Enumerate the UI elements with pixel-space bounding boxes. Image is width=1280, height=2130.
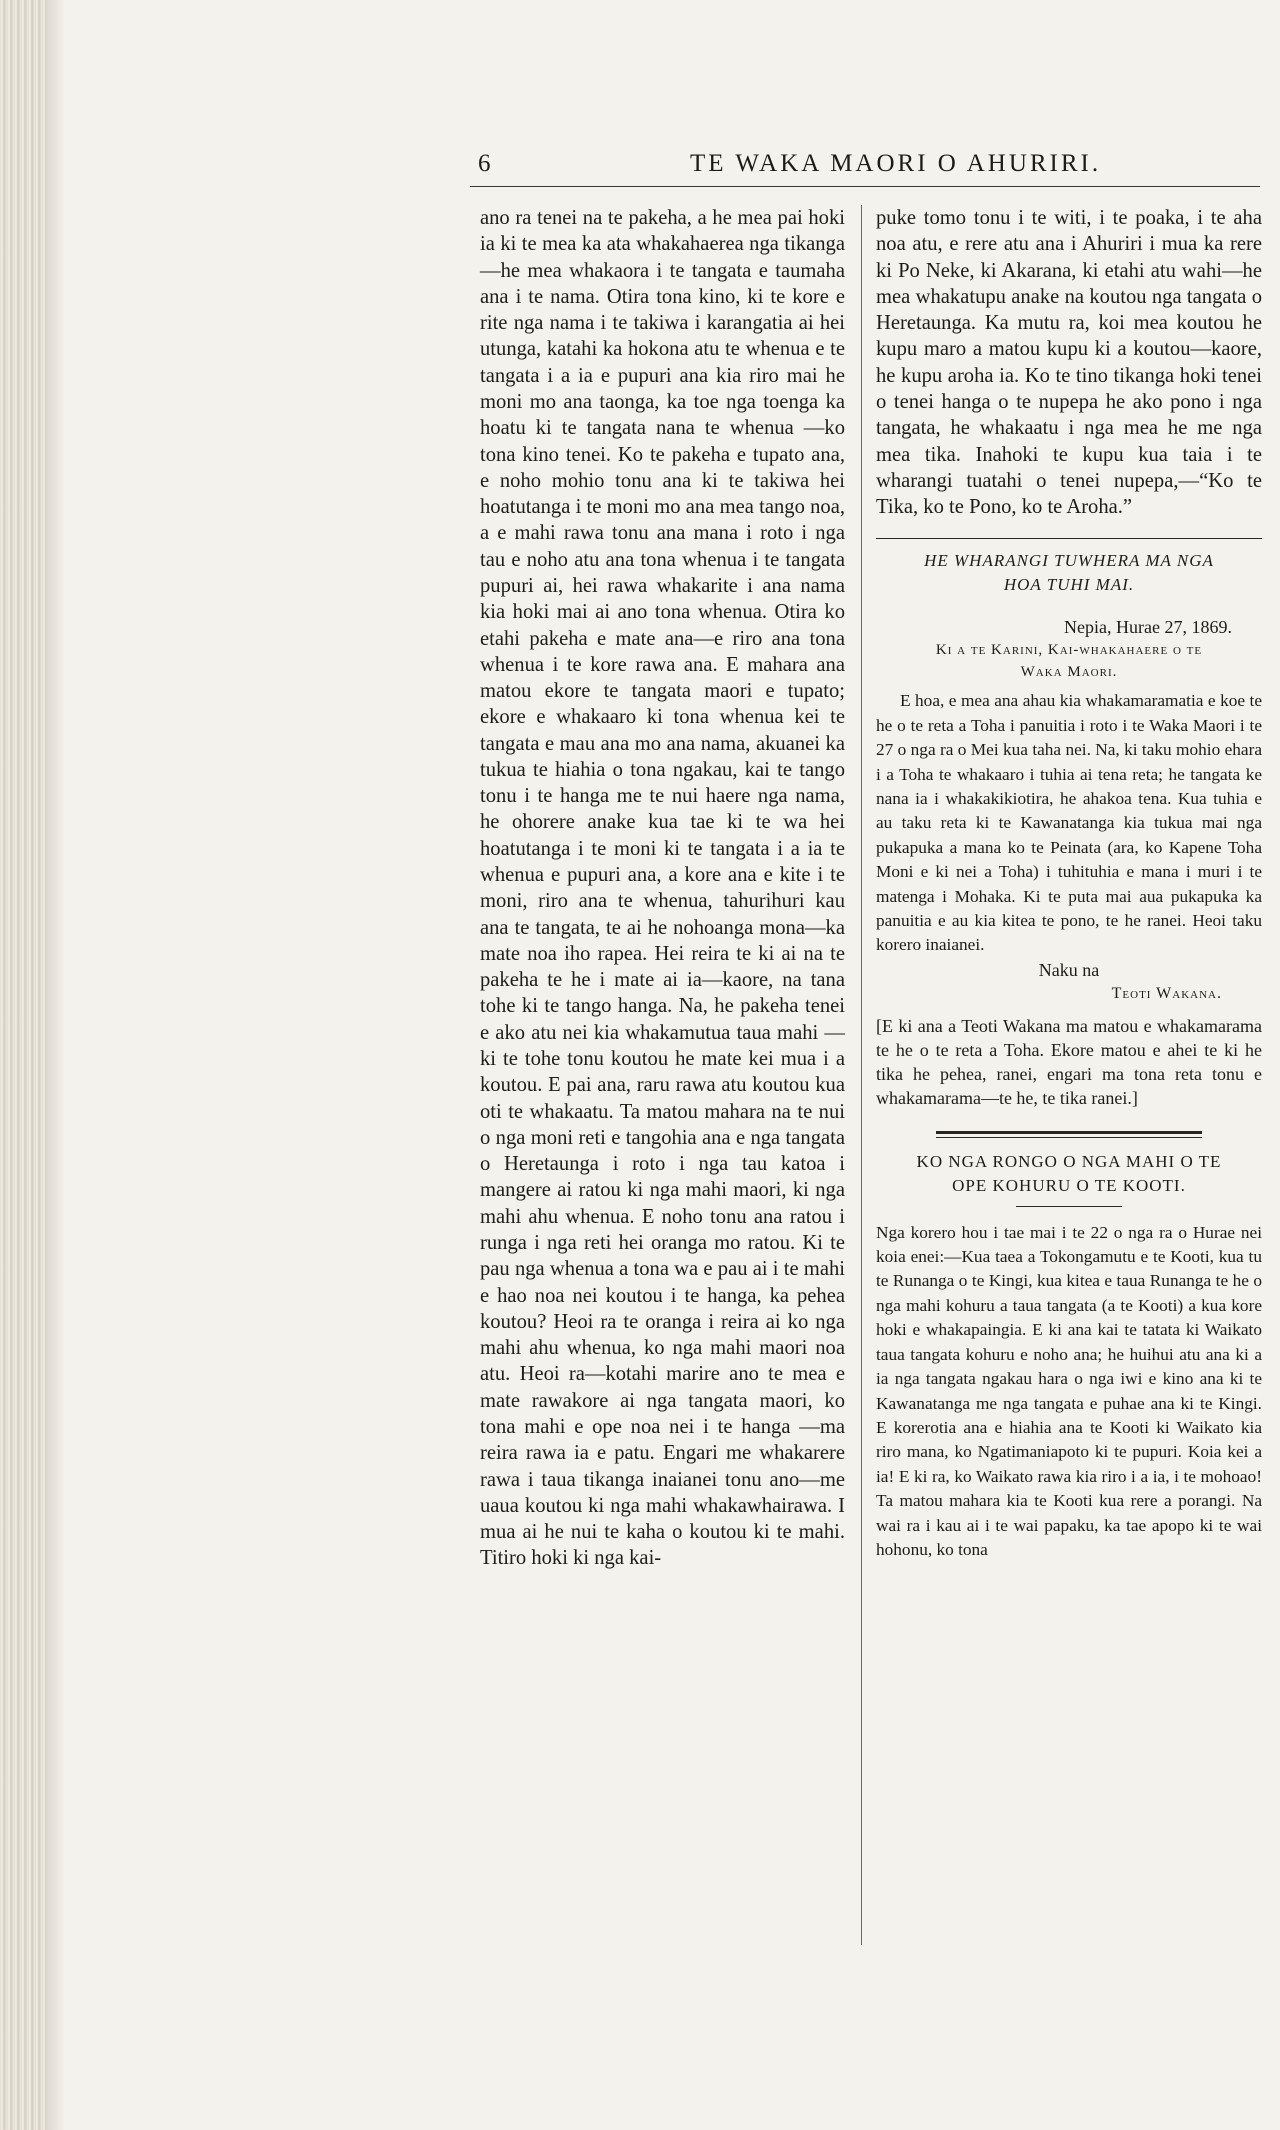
letter-dateline: Nepia, Hurae 27, 1869.	[1064, 617, 1232, 638]
letter-salutation	[876, 639, 1262, 683]
correspondence-section	[876, 549, 1262, 1110]
binding-shadow	[46, 0, 66, 2130]
running-title: TE WAKA MAORI O AHURIRI.	[690, 150, 1102, 177]
correspondence-heading	[876, 549, 1262, 597]
page-binding-edge	[0, 0, 46, 2130]
header-rule	[470, 186, 1260, 187]
correspondence-heading-line1: HE WHARANGI TUWHERA MA NGA	[924, 551, 1214, 571]
letter-body: E hoa, e mea ana ahau kia whakamaramatia e koe te he o te reta a Toha i panuitia i roto i te Waka Maori i te 27 o nga ra o Mei kua taha nei. Na, ki taku mohio ehara i a Toha te whakaaro i tuhia ai tena reta; he tangata ke nana ia i whakakikiotira, he ahakoa tena. Kua tuhia e au taku reta ki te Kawanatanga kia tukua mai nga pukapuka a mana ko te Peinata (ara, ko Kapene Toha Moni e ki nei a Toha) i tuhituhia e mana i muri i te matenga i Mohaka. Ki te puta mai aua pukapuka ka panuitia e au kia kitea te pono, te he ranei. Heoi taku korero inaianei.	[876, 691, 1262, 955]
editorial-text: ano ra tenei na te pakeha, a he mea pai hoki ia ki te mea ka ata whakahaerea nga tikanga—he mea whakaora i te tangata e taumaha ana i te nama. Otira tona kino, ki te kore e rite nga nama i te takiwa i karangatia ai hei utunga, katahi ka hokona atu te whenua e te tangata i a ia e pupuri ana kia riro mai he moni mo ana taonga, ka toe nga toenga ka hoatu ki te tangata nana te whenua —ko tona kino tenei. Ko te pakeha e tupato ana, e noho mohio tonu ana ki te takiwa hei hoatutanga i te moni mo ana mea tango noa, a e mahi rawa tonu ana mana i roto i nga tau e noho atu ana tona whenua i te tangata pupuri ai, hei rawa whakarite i ana nama kia hoki mai ai ano tona whenua. Otira ko etahi pakeha e mate ana—e riro ana tona whenua i te kore rawa ana. E mahara ana matou ekore te tangata maori e tupato; ekore e whakaaro ki tona whenua kei te tangata e mau ana mo ana nama, akuanei ka tukua te hiahia o tona ngakau, kai te tango tonu i te hanga me te nui haere nga nama, he ohorere anake kua tae ki te wa hei hoatutanga i te moni ki te tangata i a ia te whenua e pupuri ana, a kore ana e kite i te moni, riro ana te whenua, tahurihuri kau ana te tangata, te ai he nohoanga mona—ka mate noa iho rapea. Hei reira te ki ai na te pakeha te he i mate ai ia—kaore, na tana tohe ki te tango hanga. Na, he pakeha tenei e ako atu nei kia whakamutua taua mahi —ki te tohe tonu koutou he mate kei mua i a koutou. E pai ana, raru rawa atu koutou kua oti te whakaatu. Ta matou mahara na te nui o nga moni reti e tangohia ana e nga tangata o Heretaunga i roto i nga tau katoa i mangere ai ratou ki nga mahi maori, ki nga mahi ahu whenua. E noho tonu ana ratou i runga i nga reti hei oranga mo ratou. Ki te pau nga whenua a tona wa e pau ai i te mahi e hao noa nei koutou i te hanga, ka pehea koutou? Heoi ra te oranga i reira ai ko nga mahi ahu whenua, ko nga mahi maori noa atu. Heoi ra—kotahi marire ano te mea e mate rawakore ai nga tangata maori, ko tona mahi e ope noa nei i te hanga —ma reira rawa ia e patu. Engari me whakarere rawa i taua tikanga inaianei tonu ano—me uaua koutou ki nga mahi whakawhairawa. I mua ai he nui te kaha o koutou ki te mahi. Titiro hoki ki nga kai-	[480, 207, 845, 1570]
left-column	[480, 205, 845, 1572]
editorial-continuation: puke tomo tonu i te witi, i te poaka, i te aha noa atu, e rere atu ana i Ahuriri i mua ka rere ki Po Neke, ki Akarana, ki etahi atu wahi—he mea whakatupu anake na koutou nga tangata o Heretaunga. Ka mutu ra, koi mea koutou he kupu maro a matou kupu ki a koutou—kaore, he kupu aroha ia. Ko te tino tikanga hoki tenei o tenei hanga o te nupepa he ako pono i nga tangata, he whakaatu i nga mea he me nga mea tika. Inahoki te kupu kua taia i te wharangi tuatahi o tenei nupepa,—“Ko te Tika, ko te Pono, ko te Aroha.”	[876, 207, 1262, 519]
right-column	[876, 205, 1262, 1562]
section-double-rule	[936, 1131, 1202, 1138]
section-rule	[876, 538, 1262, 539]
news-heading	[876, 1150, 1262, 1198]
news-heading-line1: KO NGA RONGO O NGA MAHI O TE	[916, 1151, 1222, 1171]
letter-signature: Teoti Wakana.	[1111, 984, 1222, 1002]
salutation-line1: Ki a te Karini, Kai-whakahaere o te	[935, 642, 1203, 659]
column-divider	[861, 205, 862, 1945]
news-section	[876, 1150, 1262, 1563]
editor-note: [E ki ana a Teoti Wakana ma matou e whakamarama te he o te reta a Toha. Ekore matou e ahei te ki he tika he pehea, ranei, engari ma tona reta tonu e whakamarama—te he, te tika ranei.]	[876, 1015, 1262, 1109]
letter-closing: Naku na	[1038, 959, 1100, 980]
salutation-line2: Waka Maori.	[1020, 664, 1118, 681]
page-number: 6	[478, 150, 492, 177]
news-heading-rule	[1016, 1206, 1122, 1207]
correspondence-heading-line2: HOA TUHI MAI.	[1003, 575, 1135, 595]
news-body: Nga korero hou i tae mai i te 22 o nga ra o Hurae nei koia enei:—Kua taea a Tokongamutu e te Kooti, kua tu te Runanga o te Kingi, kua kitea e taua Runanga te he o nga mahi kohuru a taua tangata (a te Kooti) a kua kore hoki e whakapaingia. E ki ana kai te tatata ki Waikato taua tangata kohuru e noho ana; he huihui atu ana ki a ia nga tangata ngakau hara o nga iwi e kino ana ki te Kawanatanga me nga tangata e puhae ana ki te Kingi. E korerotia ana e hiahia ana te Kooti ki Waikato kia riro mana, ko Ngatimaniapoto ki te pupuri. Koia kei a ia! E ki ra, ko Waikato rawa kia riro i a ia, i te mohoao! Ta matou mahara kia te Kooti kua rere a porangi. Na wai ra i kau ai i te wai papaku, ka tae apopo ki te wai hohonu, ko tona	[876, 1222, 1262, 1559]
news-heading-line2: OPE KOHURU O TE KOOTI.	[952, 1175, 1186, 1195]
